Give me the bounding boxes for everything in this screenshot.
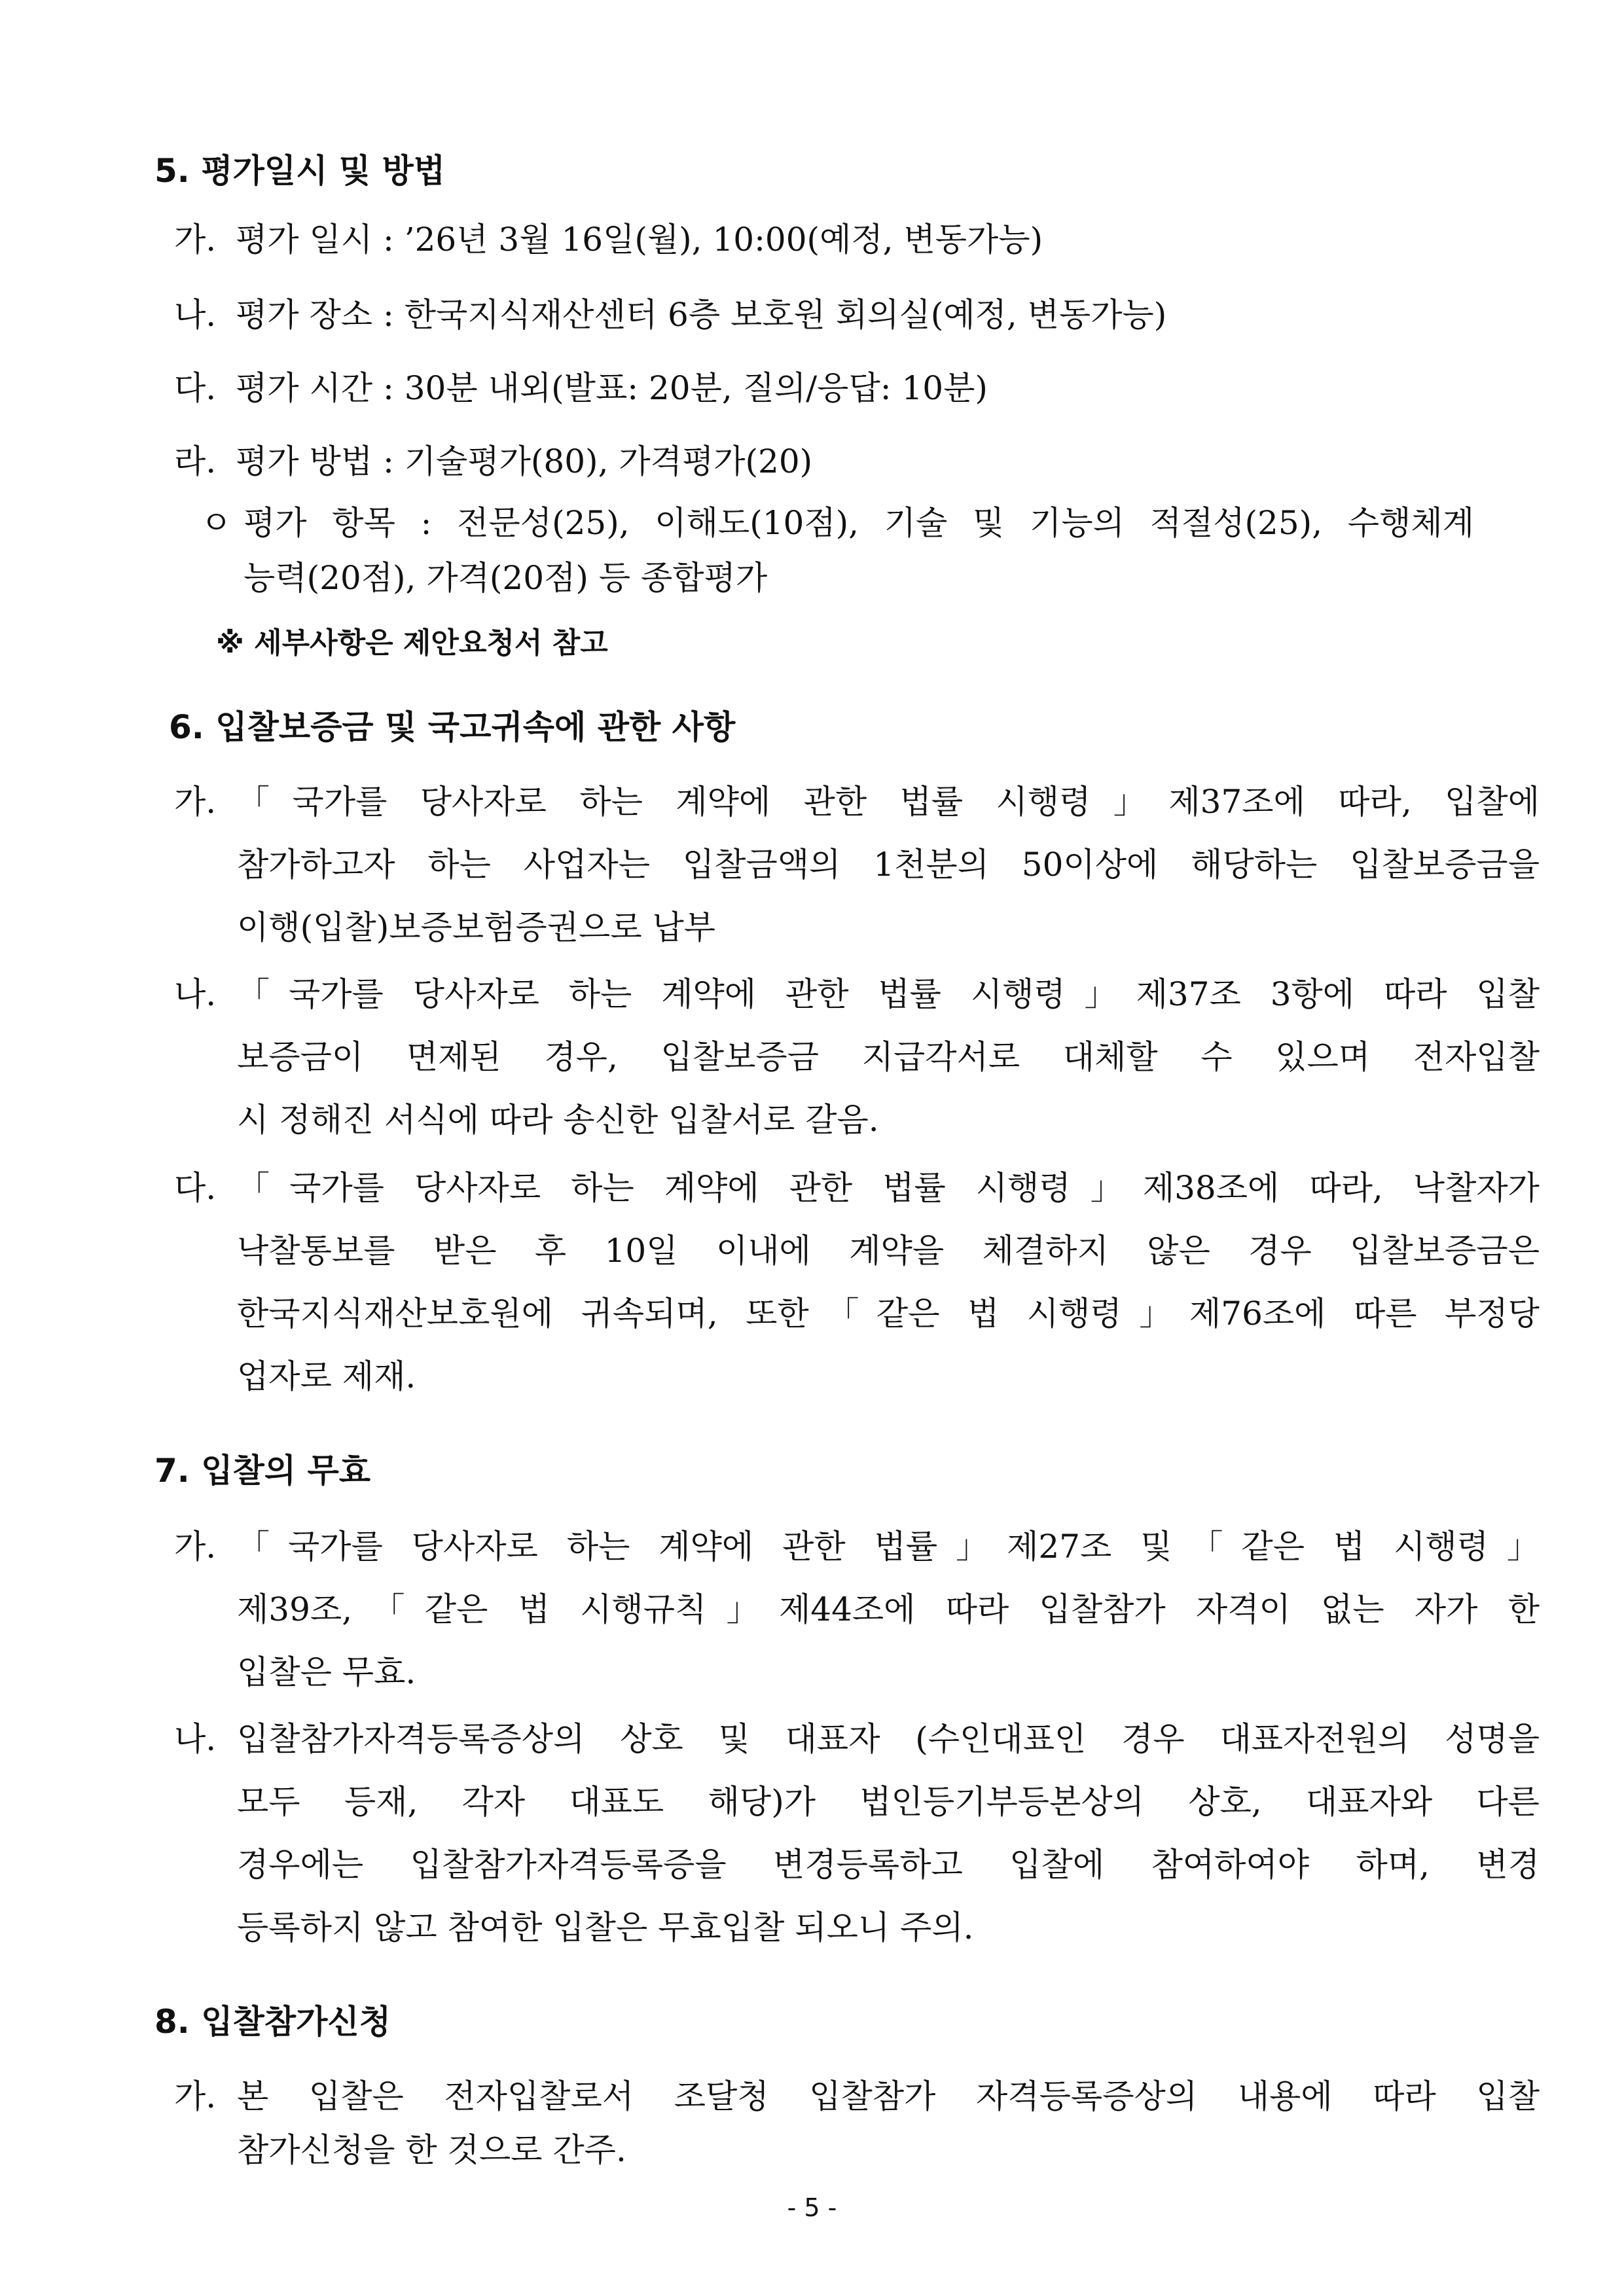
item-label: 라. (174, 442, 217, 480)
bid-bond-ga-line1: 「국가를 당사자로 하는 계약에 관한 법률 시행령」제37조에 따라, 입찰에 (237, 783, 1540, 821)
item-label: 나. (174, 296, 217, 334)
bid-application-line1: 본 입찰은 전자입찰로서 조달청 입찰참가 자격등록증상의 내용에 따라 입찰 (237, 2077, 1540, 2115)
bid-application-line2: 참가신청을 한 것으로 간주. (237, 2131, 626, 2169)
invalid-bid-na-line2: 모두 등재, 각자 대표도 해당)가 법인등기부등본상의 상호, 대표자와 다른 (237, 1783, 1540, 1821)
section-7-title: 7. 입찰의 무효 (154, 1452, 371, 1490)
eval-date: 평가 일시 : ’26년 3월 16일(월), 10:00(예정, 변동가능) (236, 221, 1043, 259)
item-label: 나. (174, 975, 217, 1013)
item-label: 가. (174, 1528, 217, 1566)
bid-bond-ga-line2: 참가하고자 하는 사업자는 입찰금액의 1천분의 50이상에 해당하는 입찰보증금을 (237, 846, 1540, 884)
invalid-bid-na-line4: 등록하지 않고 참여한 입찰은 무효입찰 되오니 주의. (237, 1909, 974, 1946)
bid-bond-na-line1: 「국가를 당사자로 하는 계약에 관한 법률 시행령」제37조 3항에 따라 입찰 (237, 975, 1540, 1013)
invalid-bid-ga-line3: 입찰은 무효. (237, 1653, 416, 1691)
item-label: 가. (174, 783, 217, 821)
page-number: - 5 - (787, 2193, 837, 2222)
eval-time: 평가 시간 : 30분 내외(발표: 20분, 질의/응답: 10분) (236, 369, 988, 407)
invalid-bid-na-line1: 입찰참가자격등록증상의 상호 및 대표자 (수인대표인 경우 대표자전원의 성명을 (237, 1720, 1540, 1758)
item-label: 가. (174, 2077, 217, 2115)
item-label: 다. (174, 369, 217, 407)
item-label: 다. (174, 1169, 217, 1207)
invalid-bid-ga-line2: 제39조,「같은 법 시행규칙」제44조에 따라 입찰참가 자격이 없는 자가 한 (237, 1590, 1540, 1628)
bid-bond-da-line4: 업자로 제재. (237, 1357, 416, 1395)
bid-bond-da-line2: 낙찰통보를 받은 후 10일 이내에 계약을 체결하지 않은 경우 입찰보증금은 (237, 1232, 1540, 1270)
eval-place: 평가 장소 : 한국지식재산센터 6층 보호원 회의실(예정, 변동가능) (236, 296, 1167, 334)
eval-items-line2: 능력(20점), 가격(20점) 등 종합평가 (244, 559, 768, 597)
bid-bond-da-line3: 한국지식재산보호원에 귀속되며, 또한「같은 법 시행령」제76조에 따른 부정당 (237, 1295, 1540, 1333)
invalid-bid-ga-line1: 「국가를 당사자로 하는 계약에 관한 법률」제27조 및「같은 법 시행령」 (237, 1528, 1540, 1566)
invalid-bid-na-line3: 경우에는 입찰참가자격등록증을 변경등록하고 입찰에 참여하여야 하며, 변경 (237, 1846, 1540, 1884)
section-5-title: 5. 평가일시 및 방법 (154, 152, 446, 190)
reference-note: ※ 세부사항은 제안요청서 참고 (216, 626, 608, 660)
eval-method: 평가 방법 : 기술평가(80), 가격평가(20) (236, 442, 813, 480)
section-6-title: 6. 입찰보증금 및 국고귀속에 관한 사항 (169, 708, 736, 746)
bid-bond-na-line2: 보증금이 면제된 경우, 입찰보증금 지급각서로 대체할 수 있으며 전자입찰 (237, 1038, 1540, 1076)
section-8-title: 8. 입찰참가신청 (154, 2003, 391, 2041)
eval-items-line1: 평가 항목 : 전문성(25), 이해도(10점), 기술 및 기능의 적절성(25), 수행체계 (244, 504, 1474, 542)
item-label: 가. (174, 221, 217, 259)
bid-bond-na-line3: 시 정해진 서식에 따라 송신한 입찰서로 갈음. (237, 1101, 879, 1139)
bid-bond-ga-line3: 이행(입찰)보증보험증권으로 납부 (237, 908, 716, 946)
item-label: 나. (174, 1720, 217, 1758)
bid-bond-da-line1: 「국가를 당사자로 하는 계약에 관한 법률 시행령」제38조에 따라, 낙찰자가 (237, 1169, 1540, 1207)
bullet-marker: ㅇ (200, 504, 232, 542)
